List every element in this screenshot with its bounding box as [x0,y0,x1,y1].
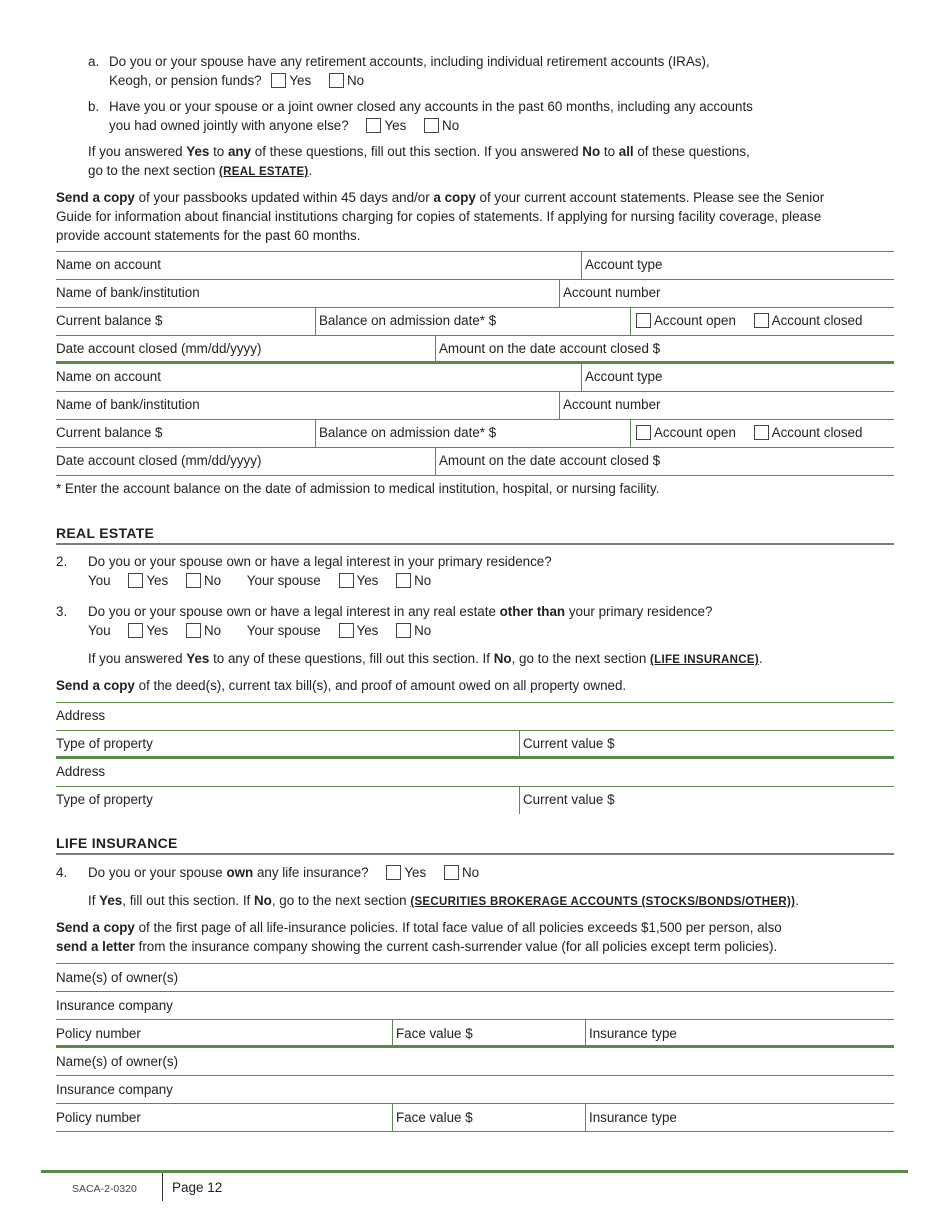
account-number-field[interactable]: Account number [563,285,661,300]
q4-no-checkbox[interactable] [444,865,459,880]
yes-label: Yes [384,118,407,133]
question-b-text-2: you had owned jointly with anyone else? [109,118,349,133]
question-a-no-checkbox[interactable] [329,73,344,88]
form-id: SACA-2-0320 [72,1183,137,1195]
question-3-number: 3. [56,604,68,619]
bank-instruction-2: go to the next section (REAL ESTATE). [88,163,313,178]
balance-admission-field[interactable]: Balance on admission date* $ [319,313,497,328]
current-balance-field[interactable]: Current balance $ [56,313,163,328]
q3-you-no-checkbox[interactable] [186,623,201,638]
footer-rule [41,1170,908,1173]
policy-number-field[interactable]: Policy number [56,1110,141,1125]
question-2-answers: You Yes No Your spouse Yes No [88,573,432,588]
question-3-answers: You Yes No Your spouse Yes No [88,623,432,638]
bank-instruction: If you answered Yes to any of these questions, fill out this section. If you answered No to all of these questions, [88,144,750,159]
owner-names-field[interactable]: Name(s) of owner(s) [56,970,179,985]
current-balance-field[interactable]: Current balance $ [56,425,163,440]
question-b-marker: b. [88,99,100,114]
q2-you-yes-checkbox[interactable] [128,573,143,588]
question-a-marker: a. [88,54,100,69]
life-insurance-link[interactable]: (LIFE INSURANCE) [650,654,759,666]
question-4-number: 4. [56,865,68,880]
real-estate-heading: REAL ESTATE [56,525,155,541]
date-closed-field[interactable]: Date account closed (mm/dd/yyyy) [56,341,262,356]
page-number: Page 12 [172,1180,223,1195]
life-insurance-send-letter: send a letter from the insurance company showing the current cash-surrender value (for all policies except term policies). [56,939,778,954]
current-value-field[interactable]: Current value $ [523,736,615,751]
property-type-field[interactable]: Type of property [56,792,153,807]
name-on-account-field[interactable]: Name on account [56,257,161,272]
q3-spouse-yes-checkbox[interactable] [339,623,354,638]
account-open-checkbox[interactable] [636,425,651,440]
insurance-type-field[interactable]: Insurance type [589,1110,677,1125]
account-type-field[interactable]: Account type [585,369,663,384]
account-status: Account open Account closed [630,424,862,442]
life-insurance-instruction: If Yes, fill out this section. If No, go to the next section (SECURITIES BROKERAGE ACCOUNTS (STOCKS/BONDS/OTHER)). [88,893,799,908]
q2-you-no-checkbox[interactable] [186,573,201,588]
bank-send-copy: Send a copy of your passbooks updated within 45 days and/or a copy of your current account statements. Please see the Senior [56,190,825,205]
question-b-yes-checkbox[interactable] [366,118,381,133]
q3-spouse-no-checkbox[interactable] [396,623,411,638]
question-4-text: Do you or your spouse own any life insurance? Yes No [88,865,480,880]
face-value-field[interactable]: Face value $ [396,1026,473,1041]
question-2-number: 2. [56,554,68,569]
account-open-checkbox[interactable] [636,313,651,328]
bank-name-field[interactable]: Name of bank/institution [56,397,200,412]
account-closed-checkbox[interactable] [754,313,769,328]
bank-footnote: * Enter the account balance on the date of admission to medical institution, hospital, or nursing facility. [56,481,660,496]
address-field[interactable]: Address [56,764,106,779]
owner-names-field[interactable]: Name(s) of owner(s) [56,1054,179,1069]
account-status: Account open Account closed [630,312,862,330]
bank-send-copy-3: provide account statements for the past 60 months. [56,228,361,243]
face-value-field[interactable]: Face value $ [396,1110,473,1125]
question-a-text-2: Keogh, or pension funds? [109,73,262,88]
real-estate-instruction: If you answered Yes to any of these questions, fill out this section. If No, go to the next section (LIFE INSURANCE). [88,651,763,666]
q2-spouse-yes-checkbox[interactable] [339,573,354,588]
life-insurance-send-copy: Send a copy of the first page of all life-insurance policies. If total face value of all policies exceeds $1,500 per person, also [56,920,782,935]
property-type-field[interactable]: Type of property [56,736,153,751]
question-2-text: Do you or your spouse own or have a legal interest in your primary residence? [88,554,552,569]
q2-spouse-no-checkbox[interactable] [396,573,411,588]
no-label: No [346,73,365,88]
securities-link[interactable]: (SECURITIES BROKERAGE ACCOUNTS (STOCKS/BONDS/OTHER)) [410,896,796,908]
real-estate-link[interactable]: (REAL ESTATE) [219,166,309,178]
question-b-no-checkbox[interactable] [424,118,439,133]
question-a-yes-checkbox[interactable] [271,73,286,88]
question-b-line2 [109,117,459,135]
amount-closed-field[interactable]: Amount on the date account closed $ [439,341,661,356]
q3-you-yes-checkbox[interactable] [128,623,143,638]
no-label: No [442,118,460,133]
question-a-text: Do you or your spouse have any retirement accounts, including individual retirement accounts (IRAs), [109,54,710,69]
policy-number-field[interactable]: Policy number [56,1026,141,1041]
insurance-company-field[interactable]: Insurance company [56,1082,173,1097]
balance-admission-field[interactable]: Balance on admission date* $ [319,425,497,440]
address-field[interactable]: Address [56,708,106,723]
account-closed-checkbox[interactable] [754,425,769,440]
q4-yes-checkbox[interactable] [386,865,401,880]
bank-name-field[interactable]: Name of bank/institution [56,285,200,300]
yes-label: Yes [289,73,312,88]
date-closed-field[interactable]: Date account closed (mm/dd/yyyy) [56,453,262,468]
real-estate-send-copy: Send a copy of the deed(s), current tax bill(s), and proof of amount owed on all property owned. [56,678,627,693]
bank-send-copy-2: Guide for information about financial institutions charging for copies of statements. If applying for nursing facility coverage, please [56,209,822,224]
account-type-field[interactable]: Account type [585,257,663,272]
question-b-text: Have you or your spouse or a joint owner closed any accounts in the past 60 months, including any accounts [109,99,753,114]
life-insurance-heading: LIFE INSURANCE [56,835,178,851]
insurance-type-field[interactable]: Insurance type [589,1026,677,1041]
question-a-line2 [109,72,364,90]
name-on-account-field[interactable]: Name on account [56,369,161,384]
current-value-field[interactable]: Current value $ [523,792,615,807]
question-3-text: Do you or your spouse own or have a legal interest in any real estate other than your primary residence? [88,604,713,619]
amount-closed-field[interactable]: Amount on the date account closed $ [439,453,661,468]
account-number-field[interactable]: Account number [563,397,661,412]
insurance-company-field[interactable]: Insurance company [56,998,173,1013]
